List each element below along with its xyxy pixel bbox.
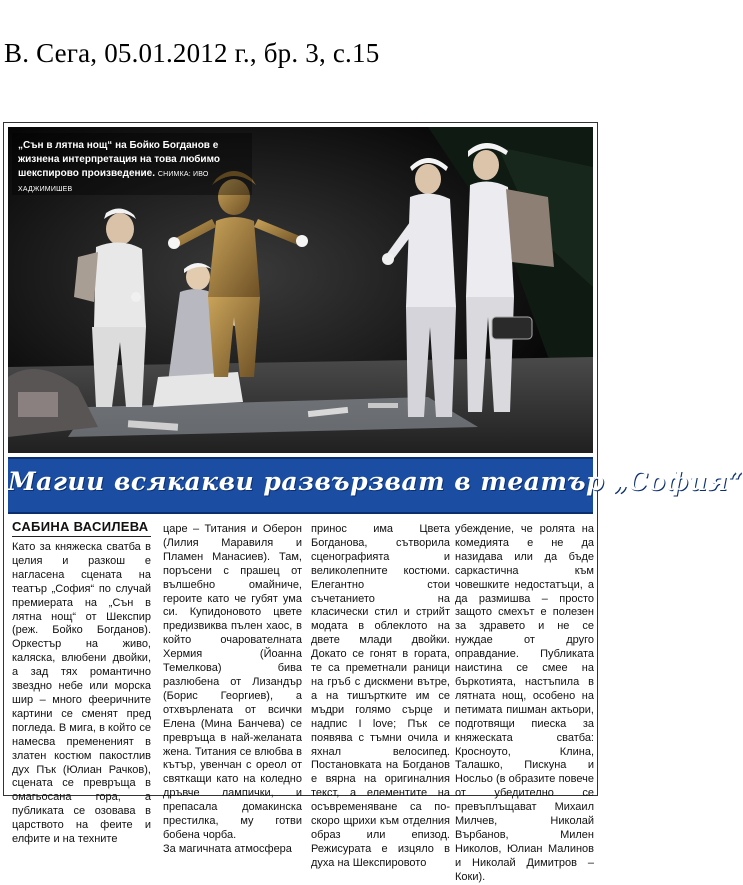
article-column-1: Като за княжеска сватба в целия и разкош е нагласена сцената на театър „София“ по случай премиерата на „Сън в лятна нощ“ от Шекспир (реж. Бойко Богданов). Оркестър на живо, каляска, влюбени двойки, а зад тях романтично звездно небе или морска шир – много фееричните картини се сменят пред погледа. В мига, в който се намесва премененият в златен костюм пакостлив дух Пък (Юлиан Рачков), сцената се превръща в омагьосана гора, а публиката се озовава в царството на феите и елфите и на техните [12,541,151,846]
author-rule [12,536,151,537]
source-line: В. Сега, 05.01.2012 г., бр. 3, с.15 [4,38,380,68]
article-column-3: принос има Цвета Богданова, сътворила сценографията и великолепните костюми. Елегантно стои съчетанието на класически стил и стрийт модата в облеклото на двете млади двойки. Докато се гонят в гората, те са преметнали раници на гръб с дискмени вътре, а на тишъртките им се мъдри голямо сърце и надпис I love; Пък се появява с тъмни очила и яхнал велосипед. Постановката на Богданов е вярна на оригиналния текст, а елементите на осъвременяване са по-скоро щрихи към отделния образ или епизод. Режисурата е изцяло в духа на Шекспировото [311,523,450,869]
author-byline: САБИНА ВАСИЛЕВА [12,519,149,534]
article-column-2: царе – Титания и Оберон (Лилия Маравиля и Пламен Манасиев). Там, поръсени с прашец от вълшебно омайниче, героите като че губят ума си. Купидоновото цвете предизвиква пълен хаос, в който очарователната Хермия (Йоанна Темелкова) бива разлюбена от Лизандър (Борис Георгиев), а отхвърлената от всички Елена (Мина Банчева) се превръща в най-желаната жена. Титания се влюбва в кътър, увенчан с ореол от святкащи като на коледно дръвче лампички, и препасала домакинска престилка, му готви бобена чорба. За магичната атмосфера [163,523,302,855]
caption-text: „Сън в лятна нощ“ на Бойко Богданов е жизнена интерпретация на това любимо шекспирово произведение. [18,140,220,179]
stage-photo [8,127,593,453]
photo-credit: СНИМКА: ИВО ХАДЖИМИШЕВ [18,171,209,193]
photo-caption [18,139,248,197]
newspaper-clipping [3,122,743,883]
headline-banner [8,457,743,514]
article-column-4: убеждение, че ролята на комедията е не да назидава или да бъде саркастична към човешките недостатъци, а да размишва – просто защото смехът е полезен за здравето и не се нуждае от друго оправдание. Публиката наистина се смее на бъркотията, настъпила в лятната нощ, особено на петимата пишман актьори, подготвящи пиеска за княжеската сватба: Кросноуто, Клина, Талашко, Пискуна и Носльо (в образите повече от убедително се превъплъщават Михаил Милчев, Николай Върбанов, Милен Николов, Юлиан Малинов и Николай Димитров – Коки). [455,523,594,883]
headline: Магии всякакви развързват в театър „София“ [8,467,743,496]
